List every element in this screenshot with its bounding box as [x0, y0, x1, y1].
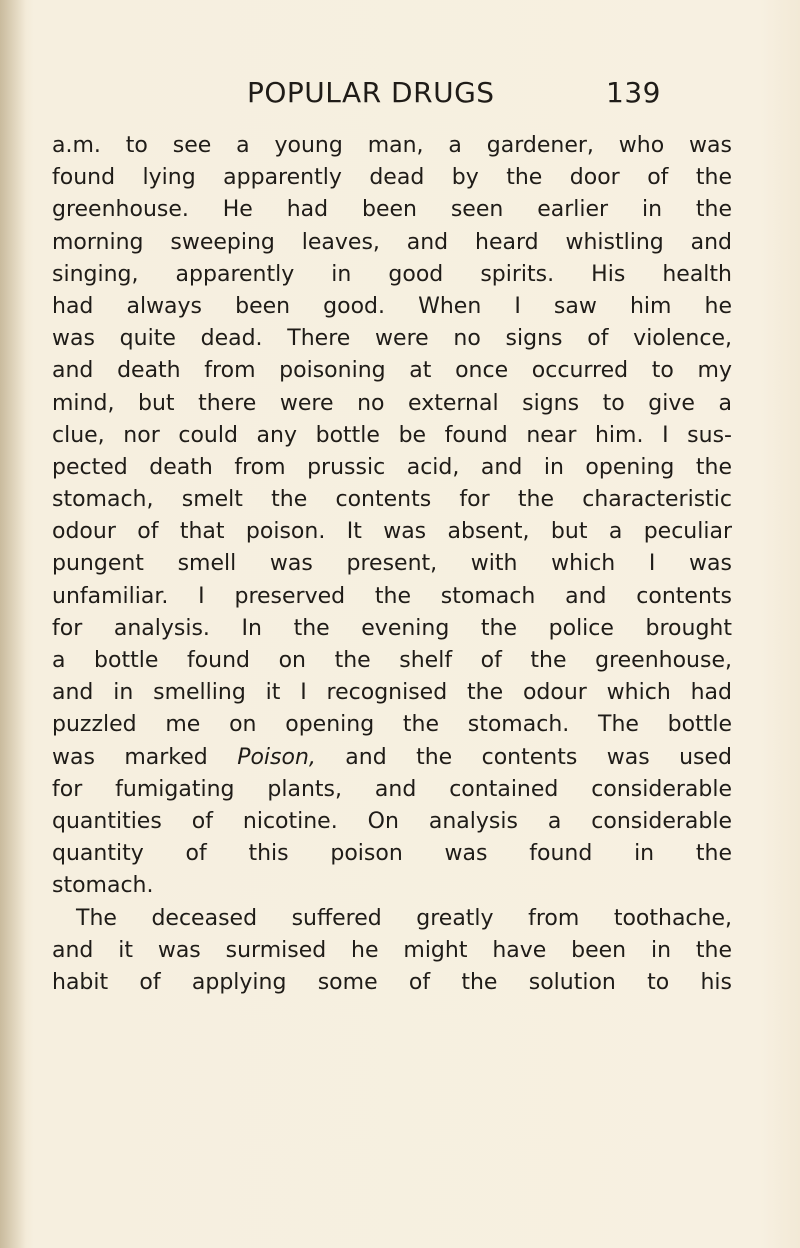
text-line: clue, nor could any bottle be found near him. I sus-	[52, 422, 732, 448]
text-line: odour of that poison. It was absent, but a peculiar	[52, 519, 732, 545]
text-line: morning sweeping leaves, and heard whistling and	[52, 229, 732, 255]
text-line: and death from poisoning at once occurred to my	[52, 358, 732, 384]
text-line: had always been good. When I saw him he	[52, 293, 732, 319]
italic-word-poison: Poison,	[237, 744, 316, 770]
page-number: 139	[606, 76, 661, 109]
text-line: mind, but there were no external signs to give a	[52, 390, 732, 416]
text-line-with-italic	[52, 742, 732, 774]
text-line: a bottle found on the shelf of the greenhouse,	[52, 648, 732, 673]
body-text	[52, 130, 732, 999]
text-line: quantities of nicotine. On analysis a considerable	[52, 808, 732, 834]
text-line: singing, apparently in good spirits. His health	[52, 261, 732, 287]
text-line: pungent smell was present, with which I was	[52, 551, 732, 577]
text-segment: was marked	[52, 744, 238, 770]
text-line: for analysis. In the evening the police brought	[52, 615, 732, 641]
text-line: puzzled me on opening the stomach. The bottle	[52, 712, 732, 738]
text-line: a.m. to see a young man, a gardener, who was	[52, 133, 732, 158]
text-line: and it was surmised he might have been in the	[52, 937, 732, 963]
text-line: pected death from prussic acid, and in opening the	[52, 454, 732, 480]
text-segment: and the contents was used	[315, 744, 732, 770]
text-line: habit of applying some of the solution to his	[52, 969, 732, 995]
text-line: greenhouse. He had been seen earlier in the	[52, 197, 732, 223]
page-spine-shadow	[0, 0, 26, 1248]
text-line: and in smelling it I recognised the odour which had	[52, 680, 732, 706]
paragraph-start-line: The deceased suffered greatly from toothache,	[76, 905, 732, 931]
text-line: stomach, smelt the contents for the characteristic	[52, 487, 732, 513]
text-line: unfamiliar. I preserved the stomach and contents	[52, 583, 732, 609]
text-line: quantity of this poison was found in the	[52, 841, 732, 867]
text-line: found lying apparently dead by the door of the	[52, 165, 732, 191]
running-head	[247, 76, 667, 116]
text-line: stomach.	[52, 873, 154, 899]
text-line: for fumigating plants, and contained considerable	[52, 776, 732, 802]
running-head-title: POPULAR DRUGS	[247, 76, 495, 109]
text-line: was quite dead. There were no signs of violence,	[52, 326, 732, 352]
